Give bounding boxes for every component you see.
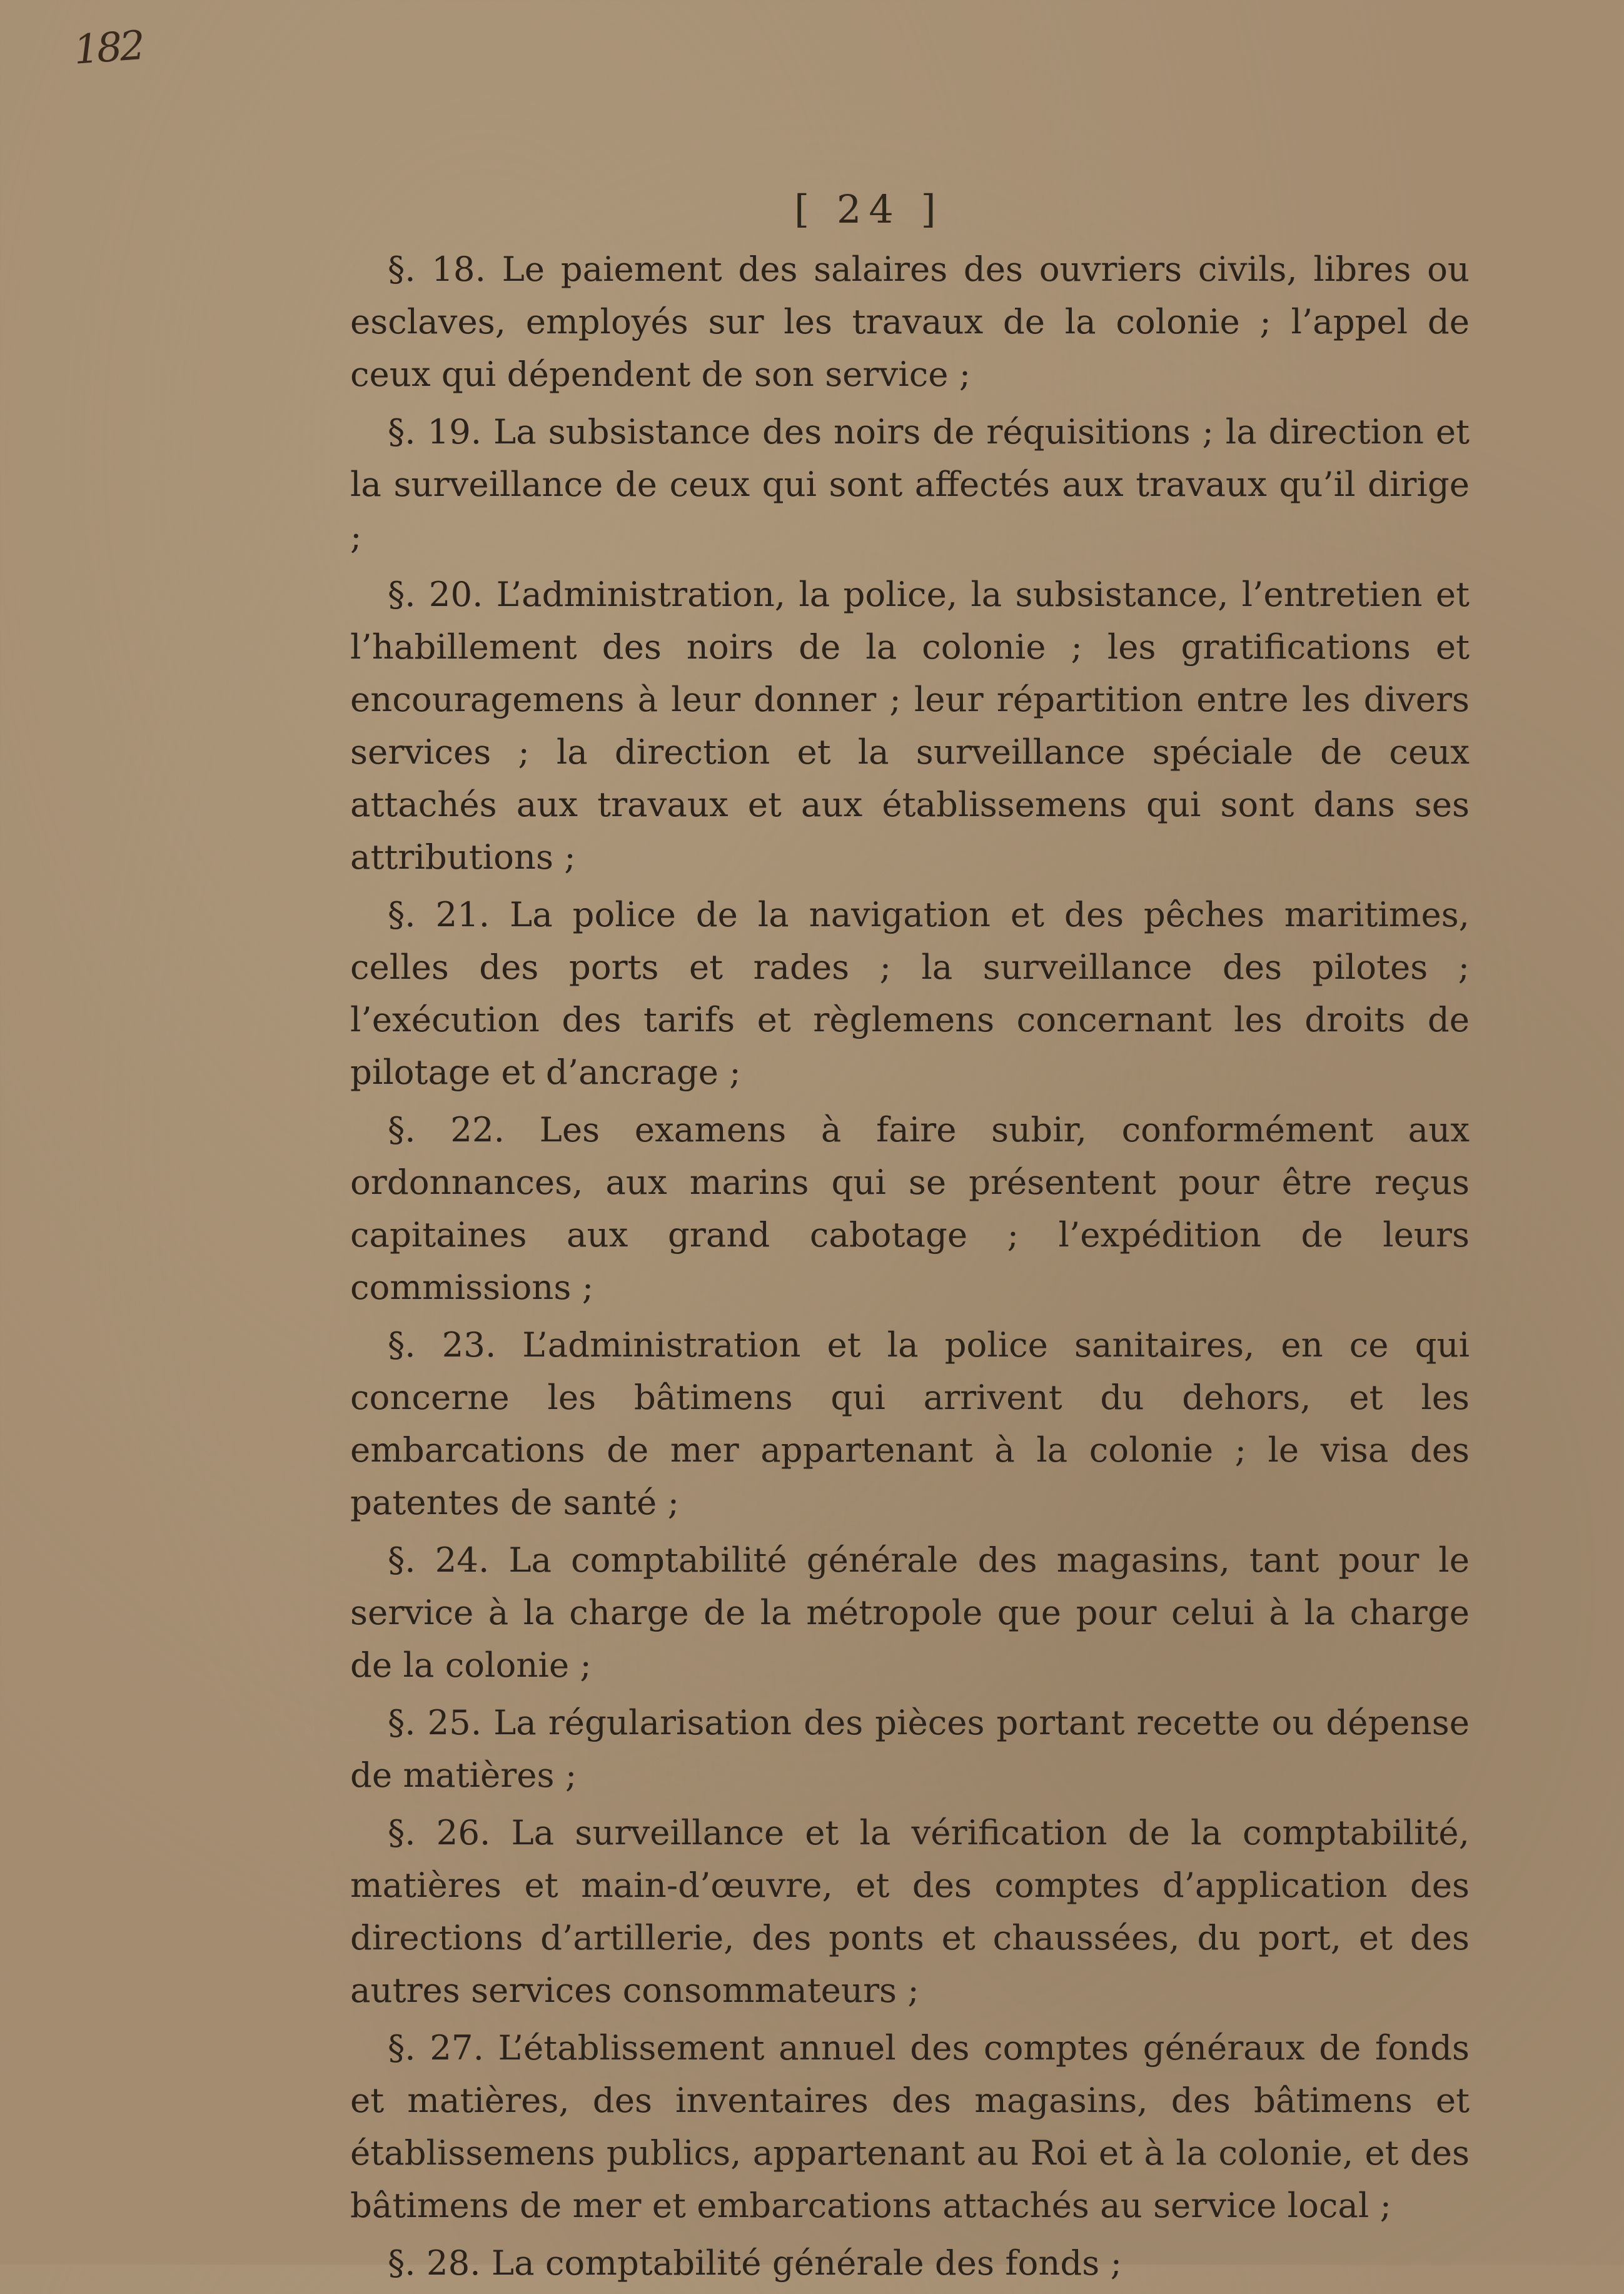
paragraph-19: §. 19. La subsistance des noirs de réquisitions ; la direction et la surveillance de ceux qui sont affectés aux travaux qu’il dirige ; [350,412,1470,557]
paragraph-25: §. 25. La régularisation des pièces portant recette ou dépense de matières ; [350,1702,1470,1795]
handwritten-page-number: 182 [72,23,144,74]
paragraph-26: §. 26. La surveillance et la vérification de la comptabilité, matières et main-d’œuvre, et des comptes d’application des directions d’artillerie, des ponts et chaussées, du port, et des autres services consommateurs ; [350,1812,1470,2010]
page-number: [ 24 ] [794,186,944,232]
paragraph-21: §. 21. La police de la navigation et des pêches maritimes, celles des ports et rades ; la surveillance des pilotes ; l’exécution des tarifs et règlemens concernant les droits de pilotage et d’ancrage ; [350,894,1470,1092]
paragraph-27: §. 27. L’établissement annuel des comptes généraux de fonds et matières, des inventaires des magasins, des bâtimens et établissemens publics, appartenant au Roi et à la colonie, et des bâtimens de mer et embarcations attachés au service local ; [350,2028,1470,2225]
paragraph-23: §. 23. L’administration et la police sanitaires, en ce qui concerne les bâtimens qui arrivent du dehors, et les embarcations de mer appartenant à la colonie ; le visa des patentes de santé ; [350,1325,1470,1522]
paragraph-28: §. 28. La comptabilité générale des fonds ; [388,2243,1122,2283]
paragraph-22: §. 22. Les examens à faire subir, conformément aux ordonnances, aux marins qui se présentent pour être reçus capitaines aux grand cabotage ; l’expédition de leurs commissions ; [350,1109,1470,1307]
paragraph-18: §. 18. Le paiement des salaires des ouvriers civils, libres ou esclaves, employés sur les travaux de la colonie ; l’appel de ceux qui dépendent de son service ; [350,249,1470,394]
paragraph-20: §. 20. L’administration, la police, la subsistance, l’entretien et l’habillement des noirs de la colonie ; les gratifications et encouragemens à leur donner ; leur répartition entre les divers services ; la direction et la surveillance spéciale de ceux attachés aux travaux et aux établissemens qui sont dans ses attributions ; [350,574,1470,877]
paragraph-24: §. 24. La comptabilité générale des magasins, tant pour le service à la charge de la métropole que pour celui à la charge de la colonie ; [350,1540,1470,1685]
document-body [350,243,1470,2294]
